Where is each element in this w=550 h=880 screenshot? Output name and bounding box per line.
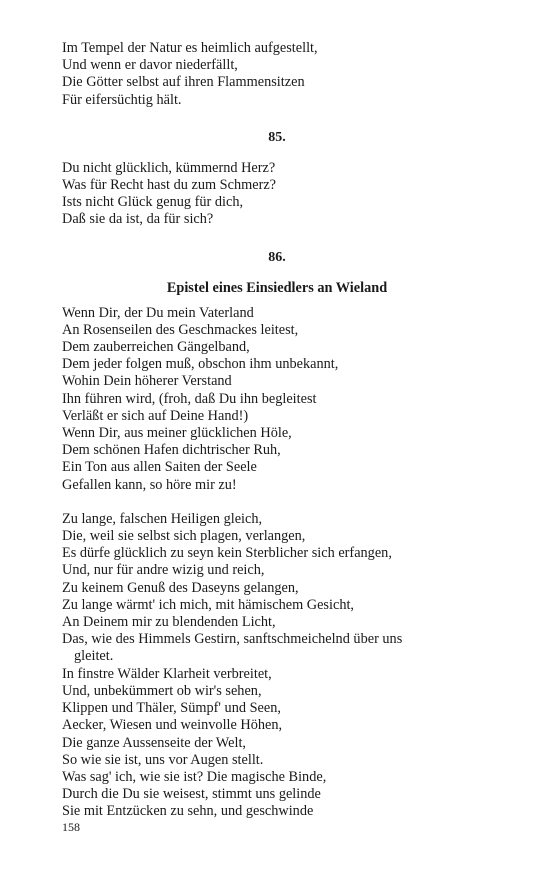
- fragment-stanza: [62, 40, 492, 109]
- verse-line: Zu keinem Genuß des Daseyns gelangen,: [62, 579, 299, 596]
- verse-line: So wie sie ist, uns vor Augen stellt.: [62, 751, 264, 768]
- verse-line: Gefallen kann, so höre mir zu!: [62, 476, 237, 493]
- verse-line: Und wenn er davor niederfällt,: [62, 57, 238, 74]
- verse-line: Wenn Dir, der Du mein Vaterland: [62, 304, 254, 321]
- page-number: 158: [62, 820, 80, 834]
- poem-title: Epistel eines Einsiedlers an Wieland: [166, 279, 388, 296]
- verse-line: Sie mit Entzücken zu sehn, und geschwinde: [62, 803, 314, 820]
- verse-line: Daß sie da ist, da für sich?: [62, 211, 214, 228]
- verse-line: An Deinem mir zu blendenden Licht,: [62, 614, 276, 631]
- verse-line: Du nicht glücklich, kümmernd Herz?: [62, 159, 276, 176]
- verse-line: Aecker, Wiesen und weinvolle Höhen,: [62, 717, 283, 734]
- verse-line: Die, weil sie selbst sich plagen, verlangen,: [62, 528, 306, 545]
- verse-line: Und, unbekümmert ob wir's sehen,: [62, 682, 262, 699]
- verse-line: Dem zauberreichen Gängelband,: [62, 339, 250, 356]
- verse-line: Dem jeder folgen muß, obschon ihm unbekannt,: [62, 356, 339, 373]
- poem-number: 85.: [268, 129, 286, 145]
- verse-line: Die Götter selbst auf ihren Flammensitzen: [62, 74, 305, 91]
- poem-85-stanza: [62, 160, 492, 229]
- verse-line: Ists nicht Glück genug für dich,: [62, 194, 244, 211]
- verse-line: Im Tempel der Natur es heimlich aufgestellt,: [62, 40, 318, 56]
- verse-line: Zu lange, falschen Heiligen gleich,: [62, 510, 263, 527]
- verse-line: An Rosenseilen des Geschmackes leitest,: [62, 321, 299, 338]
- verse-line: Ihn führen wird, (froh, daß Du ihn begleitest: [62, 390, 317, 407]
- poem-86-stanza-1: [62, 305, 492, 494]
- poem-number: 86.: [268, 249, 286, 265]
- verse-line: Wohin Dein höherer Verstand: [62, 373, 232, 390]
- verse-line: Ein Ton aus allen Saiten der Seele: [62, 459, 257, 476]
- verse-line: Klippen und Thäler, Sümpf' und Seen,: [62, 700, 281, 717]
- verse-line: Dem schönen Hafen dichtrischer Ruh,: [62, 442, 281, 459]
- verse-line: Und, nur für andre wizig und reich,: [62, 562, 265, 579]
- verse-line: Verläßt er sich auf Deine Hand!): [62, 407, 249, 424]
- poem-86-stanza-2: [62, 511, 492, 821]
- verse-line: Die ganze Aussenseite der Welt,: [62, 734, 246, 751]
- verse-line: Durch die Du sie weisest, stimmt uns gelinde: [62, 786, 321, 803]
- verse-line: Was sag' ich, wie sie ist? Die magische Binde,: [62, 768, 327, 785]
- page-body: [62, 40, 492, 821]
- verse-line: Das, wie des Himmels Gestirn, sanftschmeichelnd über uns: [62, 631, 403, 648]
- verse-line: Es dürfe glücklich zu seyn kein Sterblicher sich erfangen,: [62, 545, 392, 562]
- verse-line: Für eifersüchtig hält.: [62, 91, 182, 108]
- verse-line: Zu lange wärmt' ich mich, mit hämischem Gesicht,: [62, 596, 355, 613]
- verse-line-continuation: gleitet.: [74, 648, 114, 665]
- verse-line: In finstre Wälder Klarheit verbreitet,: [62, 665, 272, 682]
- verse-line: Wenn Dir, aus meiner glücklichen Höle,: [62, 425, 292, 442]
- verse-line: Was für Recht hast du zum Schmerz?: [62, 177, 277, 194]
